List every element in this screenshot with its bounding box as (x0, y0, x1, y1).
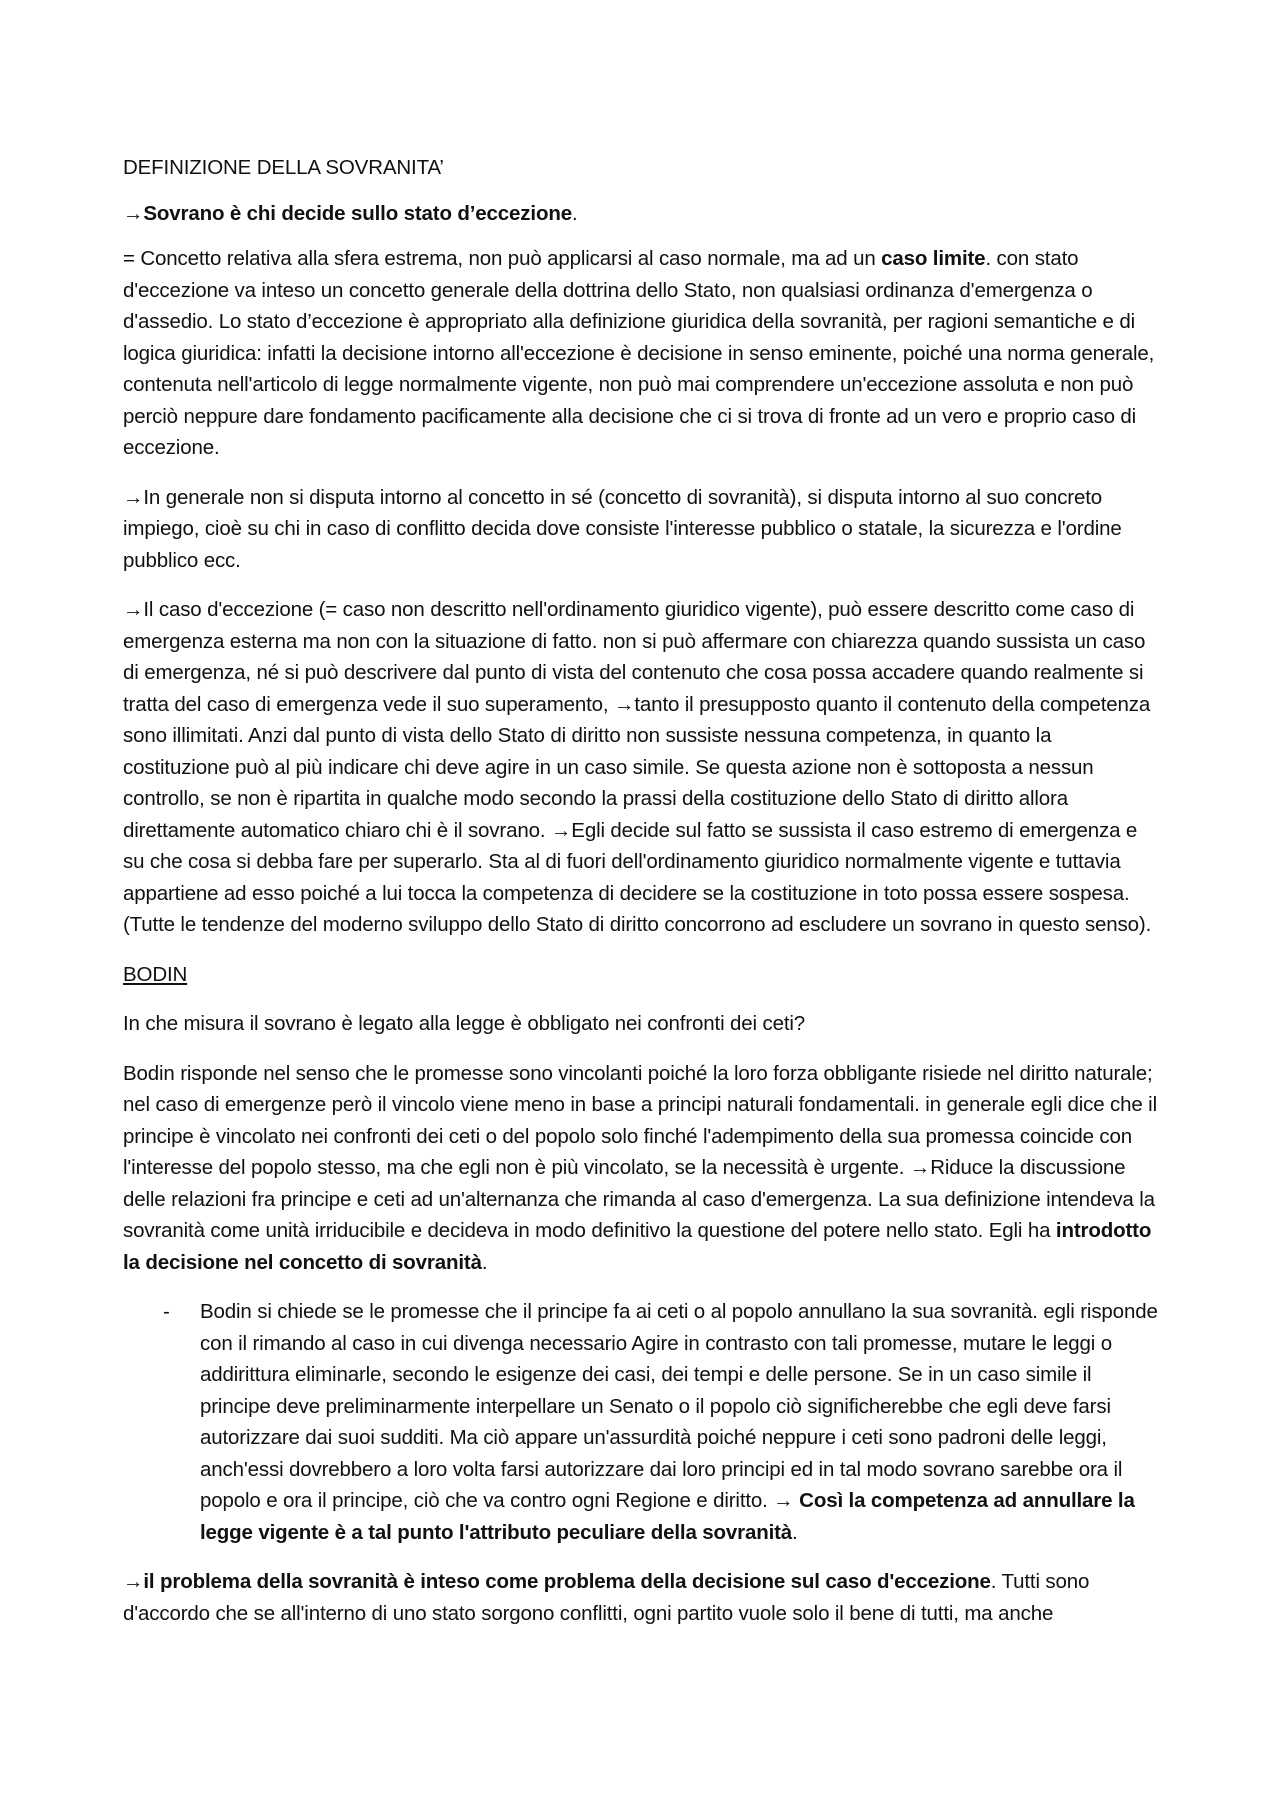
paragraph-text: Bodin si chiede se le promesse che il principe fa ai ceti o al popolo annullano la sua sovranità. egli risponde con il rimando al caso in cui divenga necessario Agire in contrasto con tali promesse, mutare le leggi o addirittura eliminarle, secondo le esigenze dei casi, dei tempi e delle persone. Se in un caso simile il principe deve preliminarmente interpellare un Senato o il popolo ciò significherebbe che egli deve farsi autorizzare dai suoi sudditi. Ma ciò appare un'assurdità poiché neppure i ceti sono padroni delle leggi, anch'essi dovrebbero a loro volta farsi autorizzare dai loro principi ed in tal modo sovrano sarebbe ora il popolo e ora il principe, ciò che va contro ogni Regione e diritto. (200, 1300, 1158, 1512)
arrow-icon: → (123, 201, 144, 225)
emphasis-competence: Così la competenza ad annullare la legge vigente è a tal punto l'attributo peculiare della sovranità (200, 1489, 1135, 1544)
emphasis-problem: il problema della sovranità è inteso come problema della decisione sul caso d'eccezione (143, 1570, 991, 1593)
definition-tail: . (571, 201, 578, 225)
paragraph-text: Riduce la discussione delle relazioni fra principe e ceti ad un'alternanza che rimanda al caso d'emergenza. La sua definizione intendeva la sovranità come unità irriducibile e decideva in modo definitivo la questione del potere nello stato. Egli ha (123, 1156, 1155, 1242)
arrow-icon: → (550, 818, 572, 842)
paragraph-text: tanto il presupposto quanto il contenuto della competenza sono illimitati. Anzi dal punto di vista dello Stato di diritto non sussiste nessuna competenza, in quanto la costituzione può al più indicare chi deve agire in un caso simile. Se questa azione non è sottoposta a nessun controllo, se non è ripartita in qualche modo secondo la prassi della costituzione dello Stato di diritto allora direttamente automatico chiaro chi è il sovrano. (123, 692, 1151, 842)
arrow-icon: → (123, 485, 144, 509)
bullet-dash: - (163, 1300, 170, 1323)
arrow-icon: → (123, 598, 144, 621)
bodin-question: In che misura il sovrano è legato alla legge è obbligato nei confronti dei ceti? (123, 1012, 806, 1035)
emphasis-decision: introdotto la decisione nel concetto di sovranità (123, 1219, 1152, 1274)
arrow-icon: → (773, 1489, 794, 1512)
document-page (123, 152, 1163, 1647)
emphasis-caso-limite: caso limite (881, 247, 986, 270)
paragraph-sovereignty-problem (123, 1566, 1163, 1629)
arrow-icon: → (123, 1570, 144, 1593)
document-title: DEFINIZIONE DELLA SOVRANITA’ (123, 156, 444, 179)
sovereignty-definition (123, 198, 1163, 230)
bullet-item (123, 1296, 1163, 1548)
paragraph-text: . Tutti sono d'accordo che se all'interno di uno stato sorgono conflitti, ogni partito vuole solo il bene di tutti, ma anche (123, 1570, 1090, 1625)
paragraph-text: . (792, 1520, 798, 1544)
paragraph-text: . (481, 1250, 488, 1274)
paragraph-text: Bodin risponde nel senso che le promesse sono vincolanti poiché la loro forza obbligante risiede nel diritto naturale; nel caso di emergenze però il vincolo viene meno in base a principi naturali fondamentali. in generale egli dice che il principe è vincolato nei confronti dei ceti o del popolo solo finché l'adempimento della sua promessa coincide con l'interesse del popolo stesso, ma che egli non è più vincolato, se la necessità è urgente. (123, 1061, 1157, 1179)
paragraph-text: Il caso d'eccezione (= caso non descritto nell'ordinamento giuridico vigente), può essere descritto come caso di emergenza esterna ma non con la situazione di fatto. non si può affermare con chiarezza quando sussista un caso di emergenza, né si può descrivere dal punto di vista del contenuto che cosa possa accadere quando realmente si tratta del caso di emergenza vede il suo superamento, (123, 598, 1146, 716)
definition-bold: Sovrano è chi decide sullo stato d’eccezione (143, 201, 572, 225)
bullet-text (200, 1296, 1163, 1548)
paragraph-exception-case (123, 594, 1163, 941)
paragraph-dispute (123, 482, 1163, 577)
paragraph-text: . con stato d'eccezione va inteso un concetto generale della dottrina dello Stato, non qualsiasi ordinanza d'emergenza o d'assedio. Lo stato d’eccezione è appropriato alla definizione giuridica della sovranità, per ragioni semantiche e di logica giuridica: infatti la decisione intorno all'eccezione è decisione in senso eminente, poiché una norma generale, contenuta nell'articolo di legge normalmente vigente, non può mai comprendere un'eccezione assoluta e non può perciò neppure dare fondamento pacificamente alla decisione che ci si trova di fronte ad un vero e proprio caso di eccezione. (123, 247, 1155, 459)
paragraph-concept (123, 243, 1163, 464)
paragraph-text: Egli decide sul fatto se sussista il caso estremo di emergenza e su che cosa si debba fare per superarlo. Sta al di fuori dell'ordinamento giuridico normalmente vigente e tuttavia appartiene ad esso poiché a lui tocca la competenza di decidere se la costituzione in toto possa essere sospesa. (Tutte le tendenze del moderno sviluppo dello Stato di diritto concorrono ad escludere un sovrano in questo senso). (123, 818, 1152, 936)
arrow-icon: → (909, 1156, 931, 1179)
section-heading-bodin: BODIN (123, 962, 188, 986)
paragraph-text: = Concetto relativa alla sfera estrema, non può applicarsi al caso normale, ma ad un (123, 247, 882, 270)
paragraph-bodin-answer (123, 1058, 1163, 1279)
paragraph-text: In generale non si disputa intorno al concetto in sé (concetto di sovranità), si disputa intorno al suo concreto impiego, cioè su chi in caso di conflitto decida dove consiste l'interesse pubblico o statale, la sicurezza e l'ordine pubblico ecc. (123, 485, 1122, 572)
arrow-icon: → (614, 692, 635, 716)
